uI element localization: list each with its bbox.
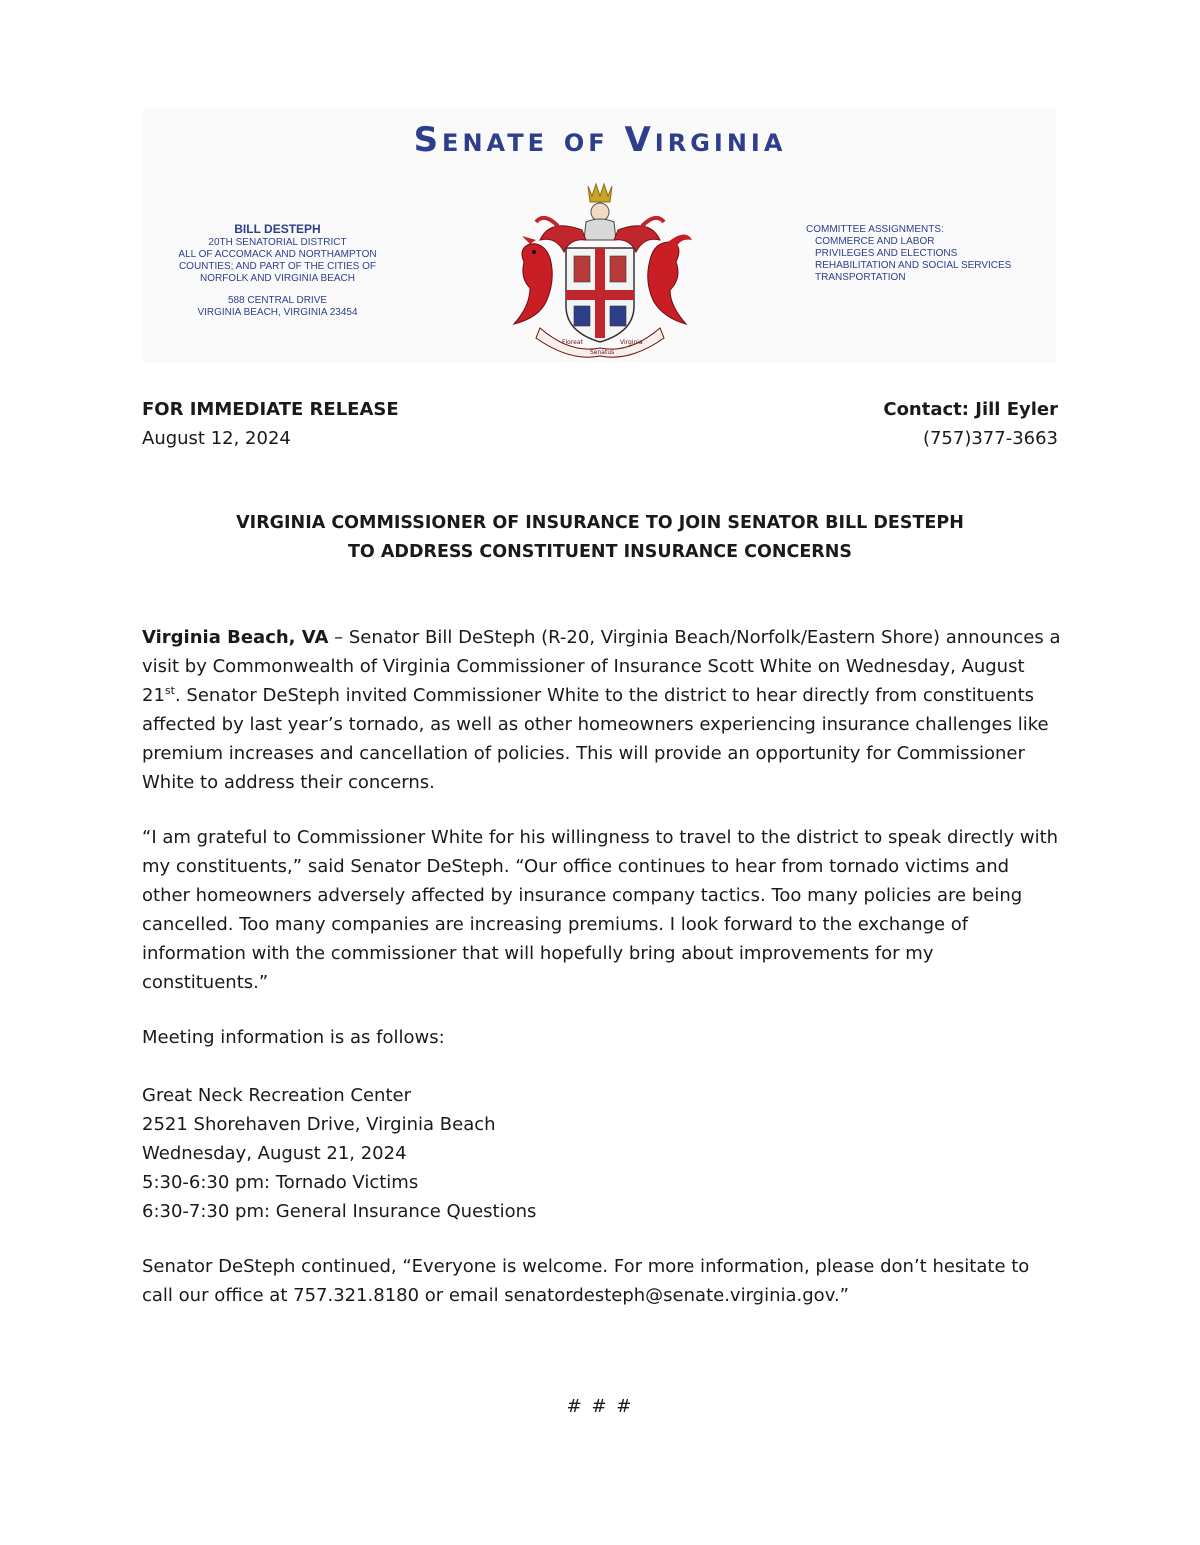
meeting-venue: Great Neck Recreation Center (142, 1085, 411, 1106)
senate-title: Senate of Virginia (413, 120, 787, 160)
contact-info (883, 395, 1058, 453)
committee-item: REHABILITATION AND SOCIAL SERVICES (815, 260, 1012, 271)
committee-item: PRIVILEGES AND ELECTIONS (815, 248, 958, 259)
senator-info (160, 222, 395, 319)
motto-right: Virginia (620, 339, 643, 346)
release-date: August 12, 2024 (142, 428, 291, 449)
committee-item: COMMERCE AND LABOR (815, 236, 935, 247)
dateline-dash: – (328, 627, 349, 648)
committee-item: TRANSPORTATION (815, 272, 906, 283)
meeting-session: 5:30-6:30 pm: Tornado Victims (142, 1172, 419, 1193)
committee-assignments (806, 224, 1066, 284)
contact-label: Contact: Jill Eyler (883, 399, 1058, 420)
district-line: NORFOLK AND VIRGINIA BEACH (199, 273, 356, 284)
paragraph-quote: “I am grateful to Commissioner White for his willingness to travel to the district to speak directly with my constituents,” said Senator DeSteph. “Our office continues to hear from tornado victims and other homeowners adversely affected by insurance company tactics. Too many policies are being cancelled. Too many companies are increasing premiums. I look forward to the exchange of information with the commissioner that will hopefully bring about improvements for my constituents.” (142, 827, 1059, 993)
dateline: Virginia Beach, VA (142, 627, 329, 648)
motto-left: Floreat (562, 339, 583, 346)
meeting-details (142, 1081, 1062, 1226)
headline-line: TO ADDRESS CONSTITUENT INSURANCE CONCERNS (347, 542, 853, 562)
senator-name: BILL DESTEPH (234, 222, 321, 236)
district-line: 20TH SENATORIAL DISTRICT (208, 237, 347, 248)
release-info (142, 395, 399, 453)
meeting-session: 6:30-7:30 pm: General Insurance Questions (142, 1201, 537, 1222)
release-label: FOR IMMEDIATE RELEASE (142, 399, 399, 420)
paragraph-closing: Senator DeSteph continued, “Everyone is welcome. For more information, please don’t hesitate to call our office at 757.321.8180 or email senatordesteph@senate.virginia.gov.” (142, 1256, 1030, 1306)
intro-text-cont: . Senator DeSteph invited Commissioner White to the district to hear directly from constituents affected by last year’s tornado, as well as other homeowners experiencing insurance challenges like premium increases and cancellation of policies. This will provide an opportunity for Commissioner White to address their concerns. (142, 685, 1049, 793)
end-mark: # # # (566, 1396, 634, 1417)
address-line: 588 CENTRAL DRIVE (227, 295, 328, 306)
senate-seal (500, 178, 700, 360)
ordinal-suffix: st (164, 684, 175, 697)
meeting-address: 2521 Shorehaven Drive, Virginia Beach (142, 1114, 496, 1135)
address-line: VIRGINIA BEACH, VIRGINIA 23454 (197, 307, 358, 318)
paragraph-meeting-intro: Meeting information is as follows: (142, 1027, 445, 1048)
meeting-date: Wednesday, August 21, 2024 (142, 1143, 407, 1164)
motto-center: Senatus (590, 349, 615, 356)
headline-line: VIRGINIA COMMISSIONER OF INSURANCE TO JOIN SENATOR BILL DESTEPH (236, 513, 964, 533)
paragraph-intro (142, 623, 1062, 797)
contact-phone: (757)377-3663 (922, 428, 1058, 449)
district-line: COUNTIES; AND PART OF THE CITIES OF (178, 261, 377, 272)
district-line: ALL OF ACCOMACK AND NORTHAMPTON (178, 249, 377, 260)
committee-heading: COMMITTEE ASSIGNMENTS: (806, 224, 944, 235)
intro-text: Senator Bill DeSteph (R-20, Virginia Beach/Norfolk/Eastern Shore) announces a visit by Commonwealth of Virginia Commissioner of Insurance Scott White on Wednesday, August 21 (142, 627, 1061, 706)
headline (0, 509, 1200, 567)
